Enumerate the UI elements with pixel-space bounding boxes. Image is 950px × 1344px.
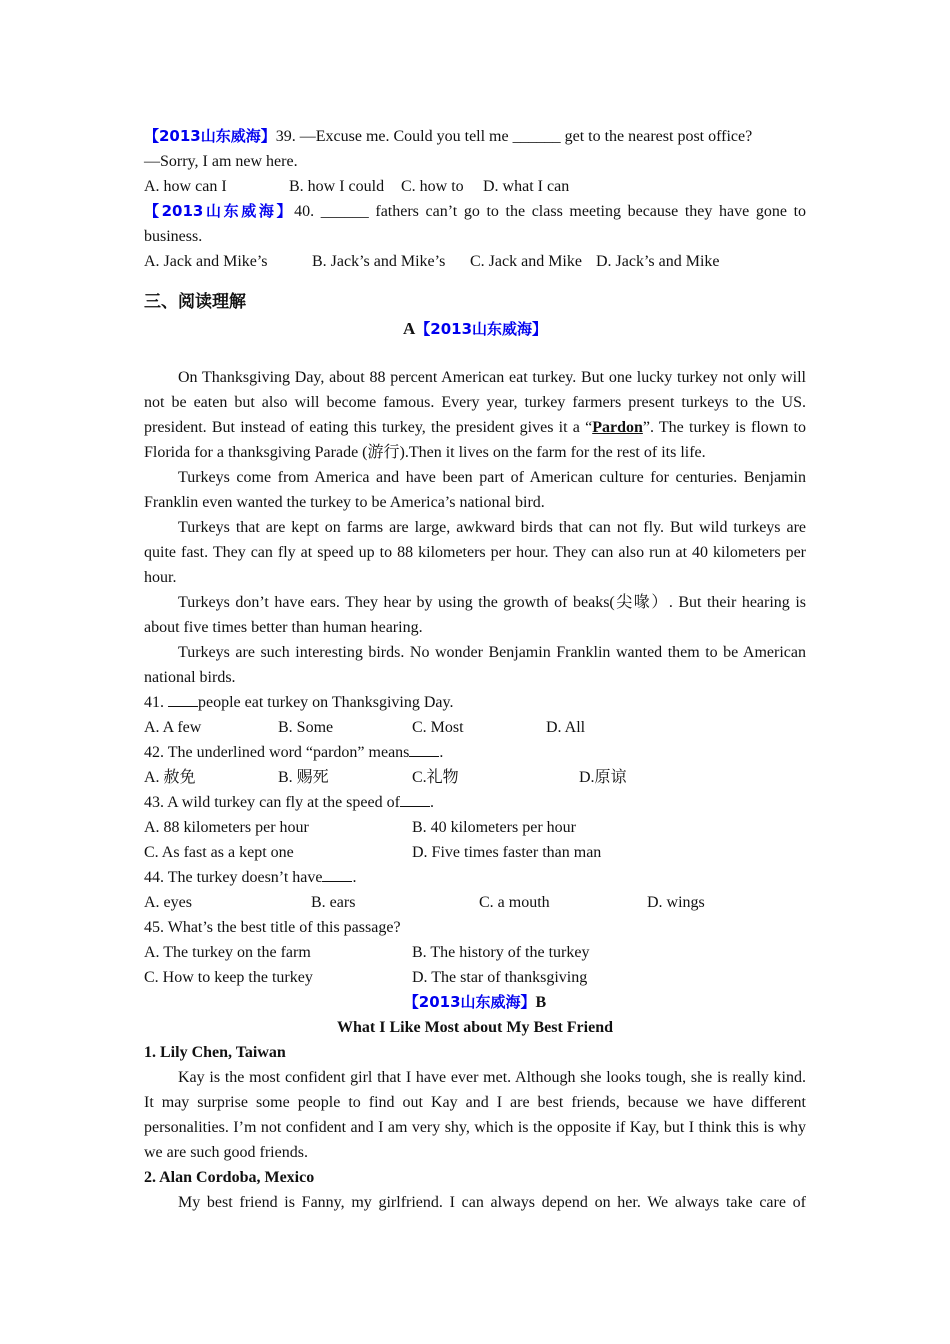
question-text: 40. ______ fathers can’t go to the class meeting because they have gone to — [294, 203, 807, 220]
option-a: A. The turkey on the farm — [144, 944, 311, 961]
option-a: A. 88 kilometers per hour — [144, 819, 309, 836]
option-b: B. ears — [311, 894, 356, 911]
passage-b-title: What I Like Most about My Best Friend — [337, 1019, 613, 1036]
passage-letter: A — [402, 319, 416, 338]
question-41-options — [144, 715, 806, 740]
answer-blank — [400, 791, 430, 807]
section-1-body — [144, 1065, 806, 1165]
question-39-stem — [144, 124, 806, 149]
paragraph: Turkeys come from America and have been part of American culture for centuries. Benjamin Franklin even wanted the turkey to be America’s national bird. — [144, 469, 806, 511]
answer-blank — [322, 866, 352, 882]
option-b: B. The history of the turkey — [412, 944, 590, 961]
passage-b-heading — [144, 990, 806, 1015]
question-44: 44. The turkey doesn’t have . — [144, 865, 806, 890]
question-42-options — [144, 765, 806, 790]
option-c: C. As fast as a kept one — [144, 844, 294, 861]
source-tag: 【2013山东威海】 — [144, 127, 276, 145]
question-43: 43. A wild turkey can fly at the speed of . — [144, 790, 806, 815]
passage-letter: B — [535, 994, 547, 1011]
option-c: C. Jack and Mike — [470, 253, 582, 270]
document-page — [144, 124, 806, 1215]
option-d: D. what I can — [483, 178, 570, 195]
passage-a-heading — [144, 316, 806, 341]
question-42: 42. The underlined word “pardon” means . — [144, 740, 806, 765]
question-43-options-row1 — [144, 815, 806, 840]
question-45-options-row1 — [144, 940, 806, 965]
section-2-body: My best friend is Fanny, my girlfriend. I can always depend on her. We always take care of — [178, 1194, 806, 1211]
section-title: 三、阅读理解 — [144, 292, 246, 312]
option-c: C. Most — [412, 719, 464, 736]
question-39-options — [144, 174, 806, 199]
option-b: B. Some — [278, 719, 334, 736]
option-b: B. how I could — [289, 178, 385, 195]
option-c: C.礼物 — [412, 769, 459, 786]
question-40-stem — [144, 199, 806, 224]
paragraph: Turkeys that are kept on farms are large, awkward birds that can not fly. But wild turkeys are quite fast. They can fly at speed up to 88 kilometers per hour. They can also run at 40 kilometers per hour. — [144, 519, 806, 586]
option-a: A. how can I — [144, 178, 227, 195]
source-tag: 【2013山东威海】 — [403, 993, 536, 1011]
paragraph: Turkeys are such interesting birds. No wonder Benjamin Franklin wanted them to be American national birds. — [144, 644, 806, 686]
underlined-word: Pardon — [592, 419, 643, 436]
option-d: D. Jack’s and Mike — [596, 253, 720, 270]
answer-blank — [409, 741, 439, 757]
question-41: 41. people eat turkey on Thanksgiving Day. — [144, 690, 806, 715]
question-39-line2: —Sorry, I am new here. — [144, 153, 298, 170]
option-b: B. Jack’s and Mike’s — [312, 253, 446, 270]
question-40-options — [144, 249, 806, 274]
source-tag: 【2013山东威海】 — [144, 202, 295, 220]
option-d: D. wings — [647, 894, 705, 911]
option-a: A. eyes — [144, 894, 192, 911]
source-tag: 【2013山东威海】 — [415, 320, 548, 338]
question-45-options-row2 — [144, 965, 806, 990]
section-2-name: 2. Alan Cordoba, Mexico — [144, 1169, 315, 1186]
answer-blank — [168, 691, 198, 707]
option-b: B. 赐死 — [278, 769, 329, 786]
option-a: A. Jack and Mike’s — [144, 253, 268, 270]
option-d: D. Five times faster than man — [412, 844, 602, 861]
paragraph: Kay is the most confident girl that I have ever met. Although she looks tough, she is really kind. It may surprise some people to find out Kay and I are best friends, because we have different personalities. I’m not confident and I am very shy, which is the opposite if Kay, but I think this is why we are such good friends. — [144, 1069, 806, 1161]
option-c: C. a mouth — [479, 894, 550, 911]
passage-a-body — [144, 365, 806, 690]
option-a: A. 赦免 — [144, 769, 196, 786]
option-c: C. How to keep the turkey — [144, 969, 313, 986]
option-b: B. 40 kilometers per hour — [412, 819, 576, 836]
option-d: D.原谅 — [579, 769, 627, 786]
option-d: D. All — [546, 719, 586, 736]
question-45: 45. What’s the best title of this passage? — [144, 919, 401, 936]
option-c: C. how to — [401, 178, 464, 195]
question-43-options-row2 — [144, 840, 806, 865]
option-a: A. A few — [144, 719, 202, 736]
paragraph: Turkeys don’t have ears. They hear by using the growth of beaks(尖喙）. But their hearing is about five times better than human hearing. — [144, 594, 806, 636]
section-1-name: 1. Lily Chen, Taiwan — [144, 1044, 286, 1061]
option-d: D. The star of thanksgiving — [412, 969, 588, 986]
question-text: 39. —Excuse me. Could you tell me ______ get to the nearest post office? — [275, 128, 753, 145]
question-44-options — [144, 890, 806, 915]
paragraph: On Thanksgiving Day, about 88 percent American eat turkey. But one lucky turkey not only will not be eaten but also will become famous. Every year, turkey farmers present turkeys to the US. president. But instead of eating this turkey, the president gives it a “Pardon”. The turkey is flown to Florida for a thanksgiving Parade (游行).Then it lives on the farm for the rest of its life. — [144, 369, 806, 461]
question-40-line2: business. — [144, 228, 203, 245]
